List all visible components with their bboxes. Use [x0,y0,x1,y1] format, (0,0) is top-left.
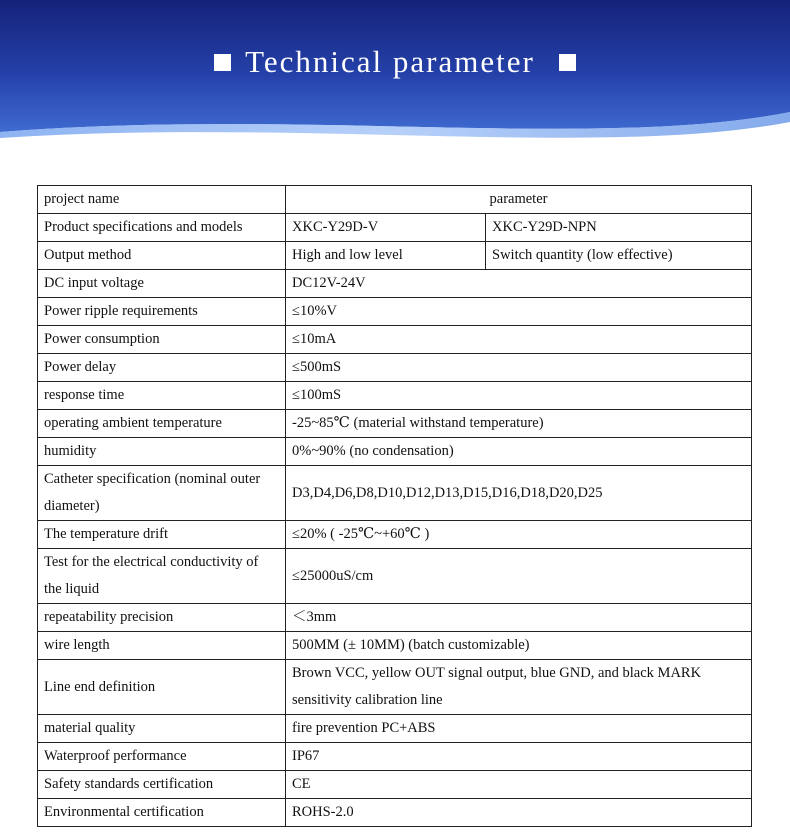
table-row [38,549,752,604]
row-value: ≤500mS [286,354,752,382]
row-value: ＜3mm [286,604,752,632]
row-label: Catheter specification (nominal outer diameter) [38,466,286,521]
row-label: DC input voltage [38,270,286,298]
header-banner [0,0,790,150]
row-label: response time [38,382,286,410]
row-value: -25~85℃ (material withstand temperature) [286,410,752,438]
row-value: ≤10%V [286,298,752,326]
table-row [38,270,752,298]
row-value: XKC-Y29D-V [286,214,486,242]
table-row [38,242,752,270]
table-row [38,438,752,466]
table-row [38,382,752,410]
table-row [38,660,752,715]
table-row [38,354,752,382]
table-row [38,743,752,771]
row-value: fire prevention PC+ABS [286,715,752,743]
square-bullet-icon [559,54,576,71]
row-label: Product specifications and models [38,214,286,242]
row-value: D3,D4,D6,D8,D10,D12,D13,D15,D16,D18,D20,D25 [286,466,752,521]
row-value: IP67 [286,743,752,771]
row-value: ≤25000uS/cm [286,549,752,604]
spec-table [37,185,752,827]
table-row [38,326,752,354]
header-cell-parameter: parameter [286,186,752,214]
table-row [38,771,752,799]
row-label: repeatability precision [38,604,286,632]
row-label: operating ambient temperature [38,410,286,438]
table-row [38,799,752,827]
row-label: Environmental certification [38,799,286,827]
row-value: ≤100mS [286,382,752,410]
row-label: material quality [38,715,286,743]
table-row [38,715,752,743]
table-row [38,604,752,632]
table-row [38,521,752,549]
row-value: High and low level [286,242,486,270]
row-value: ≤20% ( -25℃~+60℃ ) [286,521,752,549]
row-label: Line end definition [38,660,286,715]
row-value: Switch quantity (low effective) [486,242,752,270]
row-label: Waterproof performance [38,743,286,771]
row-label: The temperature drift [38,521,286,549]
row-value: 0%~90% (no condensation) [286,438,752,466]
row-value: 500MM (± 10MM) (batch customizable) [286,632,752,660]
row-label: Test for the electrical conductivity of the liquid [38,549,286,604]
row-value: DC12V-24V [286,270,752,298]
row-label: Safety standards certification [38,771,286,799]
row-label: wire length [38,632,286,660]
table-row [38,214,752,242]
row-label: Power consumption [38,326,286,354]
table-header-row [38,186,752,214]
row-value: Brown VCC, yellow OUT signal output, blue GND, and black MARK sensitivity calibration line [286,660,752,715]
row-value: ROHS-2.0 [286,799,752,827]
table-row [38,632,752,660]
row-value: XKC-Y29D-NPN [486,214,752,242]
row-value: CE [286,771,752,799]
row-label: Power ripple requirements [38,298,286,326]
row-label: Power delay [38,354,286,382]
row-value: ≤10mA [286,326,752,354]
square-bullet-icon [214,54,231,71]
table-row [38,410,752,438]
table-row [38,298,752,326]
page-title [0,44,790,80]
header-cell-project: project name [38,186,286,214]
row-label: humidity [38,438,286,466]
row-label: Output method [38,242,286,270]
table-row [38,466,752,521]
page-title-text: Technical parameter [245,44,535,79]
